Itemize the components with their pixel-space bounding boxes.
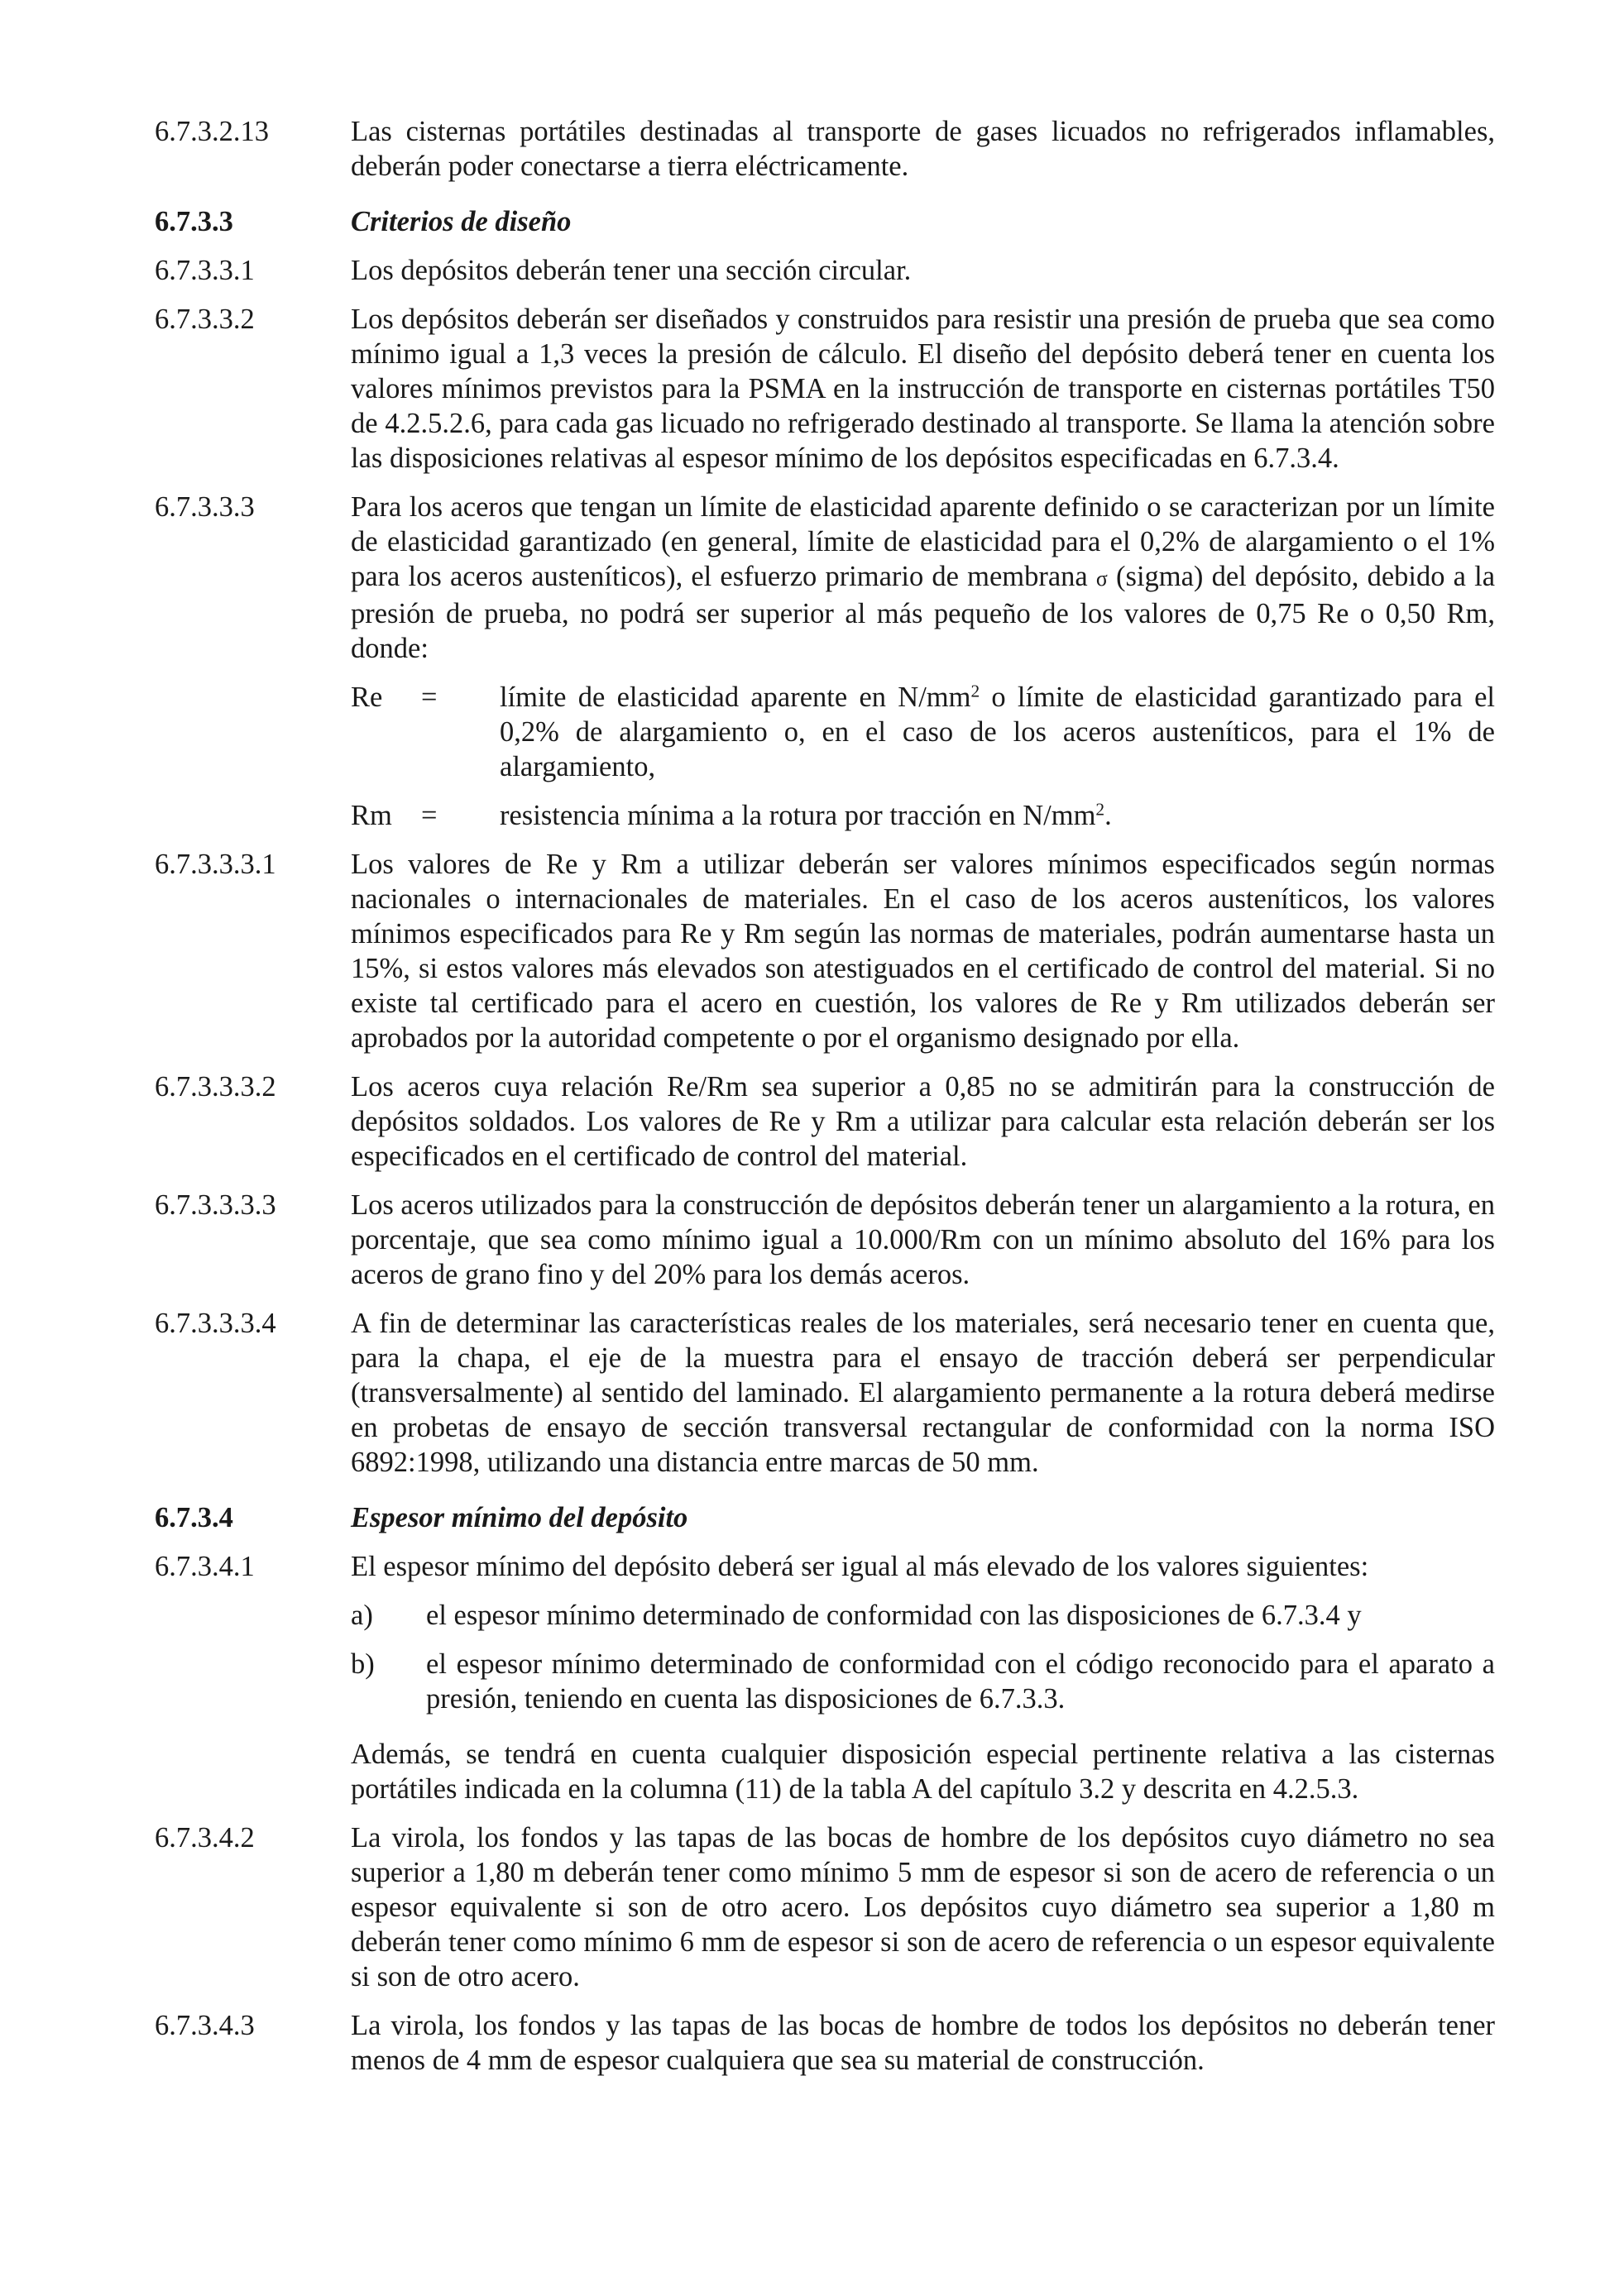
text-part-b: (sigma) del depósito, debido a la presión de prueba, no podrá ser superior al más pequeño de los valores de 0,75 Re o 0,50 Rm, donde: xyxy=(351,561,1496,664)
definition-text: resistencia mínima a la rotura por tracción en $N/mm^2$. xyxy=(500,799,1112,831)
list-item-text: el espesor mínimo determinado de conformidad con el código reconocido para el aparato a presión, teniendo en cuenta las disposiciones de 6.7.3.3. xyxy=(426,1648,1495,1715)
heading-6-7-3-4 xyxy=(155,1500,1495,1535)
heading-6-7-3-3 xyxy=(155,204,1495,239)
paragraph-6-7-3-4-2 xyxy=(155,1820,1495,1994)
document-page xyxy=(155,114,1495,2078)
list-item-text: el espesor mínimo determinado de conformidad con las disposiciones de 6.7.3.4 y xyxy=(426,1600,1362,1631)
section-text: Las cisternas portátiles destinadas al transporte de gases licuados no refrigerados inflamables, deberán poder conectarse a tierra eléctricamente. xyxy=(351,116,1495,182)
section-number: 6.7.3.4.1 xyxy=(155,1551,255,1582)
list-marker: b) xyxy=(351,1648,375,1680)
section-number: 6.7.3.4.2 xyxy=(155,1822,255,1854)
section-text: Los depósitos deberán ser diseñados y construidos para resistir una presión de prueba que sea como mínimo igual a 1,3 veces la presión de cálculo. El diseño del depósito deberá tener en cuenta los valores mínimos previstos para la PSMA en la instrucción de transporte en cisternas portátiles T50 de 4.2.5.2.6, para cada gas licuado no refrigerado destinado al transporte. Se llama la atención sobre las disposiciones relativas al espesor mínimo de los depósitos especificadas en 6.7.3.4. xyxy=(351,304,1495,474)
section-text: El espesor mínimo del depósito deberá ser igual al más elevado de los valores siguientes: xyxy=(351,1551,1369,1582)
section-number: 6.7.3.3.3 xyxy=(155,491,255,523)
list-marker: a) xyxy=(351,1600,373,1631)
definition-equals: = xyxy=(421,682,438,713)
section-title: Espesor mínimo del depósito xyxy=(351,1502,688,1533)
section-number: 6.7.3.3.1 xyxy=(155,255,255,286)
section-text: A fin de determinar las características reales de los materiales, será necesario tener en cuenta que, para la chapa, el eje de la muestra para el ensayo de tracción deberá ser perpendicular (transversalmente) al sentido del laminado. El alargamiento permanente a la rotura deberá medirse en probetas de ensayo de sección transversal rectangular de conformidad con la norma ISO 6892:1998, utilizando una distancia entre marcas de 50 mm. xyxy=(351,1308,1495,1478)
paragraph-6-7-3-4-3 xyxy=(155,2008,1495,2078)
paragraph-6-7-3-3-3-1 xyxy=(155,847,1495,1055)
definition-symbol: Rm xyxy=(351,800,392,831)
paragraph-6-7-3-3-3-2 xyxy=(155,1069,1495,1174)
definition-equals: = xyxy=(421,800,438,831)
section-text: Los aceros utilizados para la construcción de depósitos deberán tener un alargamiento a la rotura, en porcentaje, que sea como mínimo igual a 10.000/Rm con un mínimo absoluto del 16% para los aceros de grano fino y del 20% para los demás aceros. xyxy=(351,1189,1495,1290)
section-text: Los valores de Re y Rm a utilizar deberán ser valores mínimos especificados según normas nacionales o internacionales de materiales. En el caso de los aceros austeníticos, los valores mínimos especificados para Re y Rm según las normas de materiales, podrán aumentarse hasta un 15%, si estos valores más elevados son atestiguados en el certificado de control del material. Si no existe tal certificado para el acero en cuestión, los valores de Re y Rm utilizados deberán ser aprobados por la autoridad competente o por el organismo designado por ella. xyxy=(351,849,1495,1054)
section-number: 6.7.3.3 xyxy=(155,206,233,237)
section-text: Los depósitos deberán tener una sección circular. xyxy=(351,255,912,286)
section-number: 6.7.3.3.3.4 xyxy=(155,1308,276,1339)
section-text xyxy=(351,490,1495,833)
section-number: 6.7.3.4.3 xyxy=(155,2010,255,2041)
paragraph-6-7-3-3-3-3 xyxy=(155,1188,1495,1292)
definitions-list xyxy=(351,680,1495,833)
paragraph-6-7-3-2-13 xyxy=(155,114,1495,184)
list-item xyxy=(351,1647,1495,1716)
definition-rm xyxy=(351,798,1495,833)
section-number: 6.7.3.3.3.1 xyxy=(155,849,276,880)
sigma-symbol: σ xyxy=(1095,567,1108,591)
section-text: La virola, los fondos y las tapas de las bocas de hombre de todos los depósitos no deberán tener menos de 4 mm de espesor cualquiera que sea su material de construcción. xyxy=(351,2010,1495,2076)
section-text: La virola, los fondos y las tapas de las bocas de hombre de los depósitos cuyo diámetro no sea superior a 1,80 m deberán tener como mínimo 5 mm de espesor si son de acero de referencia o un espesor equivalente si son de otro acero. Los depósitos cuyo diámetro sea superior a 1,80 m deberán tener como mínimo 6 mm de espesor si son de acero de referencia o un espesor equivalente si son de otro acero. xyxy=(351,1822,1495,1992)
alpha-list xyxy=(351,1598,1495,1716)
section-number: 6.7.3.3.3.3 xyxy=(155,1189,276,1221)
paragraph-6-7-3-4-1 xyxy=(155,1549,1495,1806)
paragraph-6-7-3-3-1 xyxy=(155,253,1495,288)
definition-symbol: Re xyxy=(351,682,383,713)
section-number: 6.7.3.3.2 xyxy=(155,304,255,335)
paragraph-6-7-3-3-3-4 xyxy=(155,1306,1495,1480)
paragraph-6-7-3-3-2 xyxy=(155,302,1495,476)
paragraph-6-7-3-3-3 xyxy=(155,490,1495,833)
definition-re xyxy=(351,680,1495,784)
section-text-after: Además, se tendrá en cuenta cualquier disposición especial pertinente relativa a las cisternas portátiles indicada en la columna (11) de la tabla A del capítulo 3.2 y descrita en 4.2.5.3. xyxy=(351,1739,1495,1805)
list-item xyxy=(351,1598,1495,1633)
section-text: Los aceros cuya relación Re/Rm sea superior a 0,85 no se admitirán para la construcción de depósitos soldados. Los valores de Re y Rm a utilizar para calcular esta relación deberán ser los especificados en el certificado de control del material. xyxy=(351,1071,1495,1172)
section-number: 6.7.3.2.13 xyxy=(155,116,269,147)
section-number: 6.7.3.3.3.2 xyxy=(155,1071,276,1103)
text-part-a: Para los aceros que tengan un límite de elasticidad aparente definido o se caracterizan por un límite de elasticidad garantizado (en general, límite de elasticidad para el 0,2% de alargamiento o el 1% para los aceros austeníticos), el esfuerzo primario de membrana xyxy=(351,491,1495,592)
section-title: Criterios de diseño xyxy=(351,206,572,237)
section-text-block xyxy=(351,1549,1495,1806)
section-number: 6.7.3.4 xyxy=(155,1502,233,1533)
definition-text: límite de elasticidad aparente en $N/mm^2$ o límite de elasticidad garantizado para el 0,2% de alargamiento o, en el caso de los aceros austeníticos, para el 1% de alargamiento, xyxy=(500,681,1495,782)
